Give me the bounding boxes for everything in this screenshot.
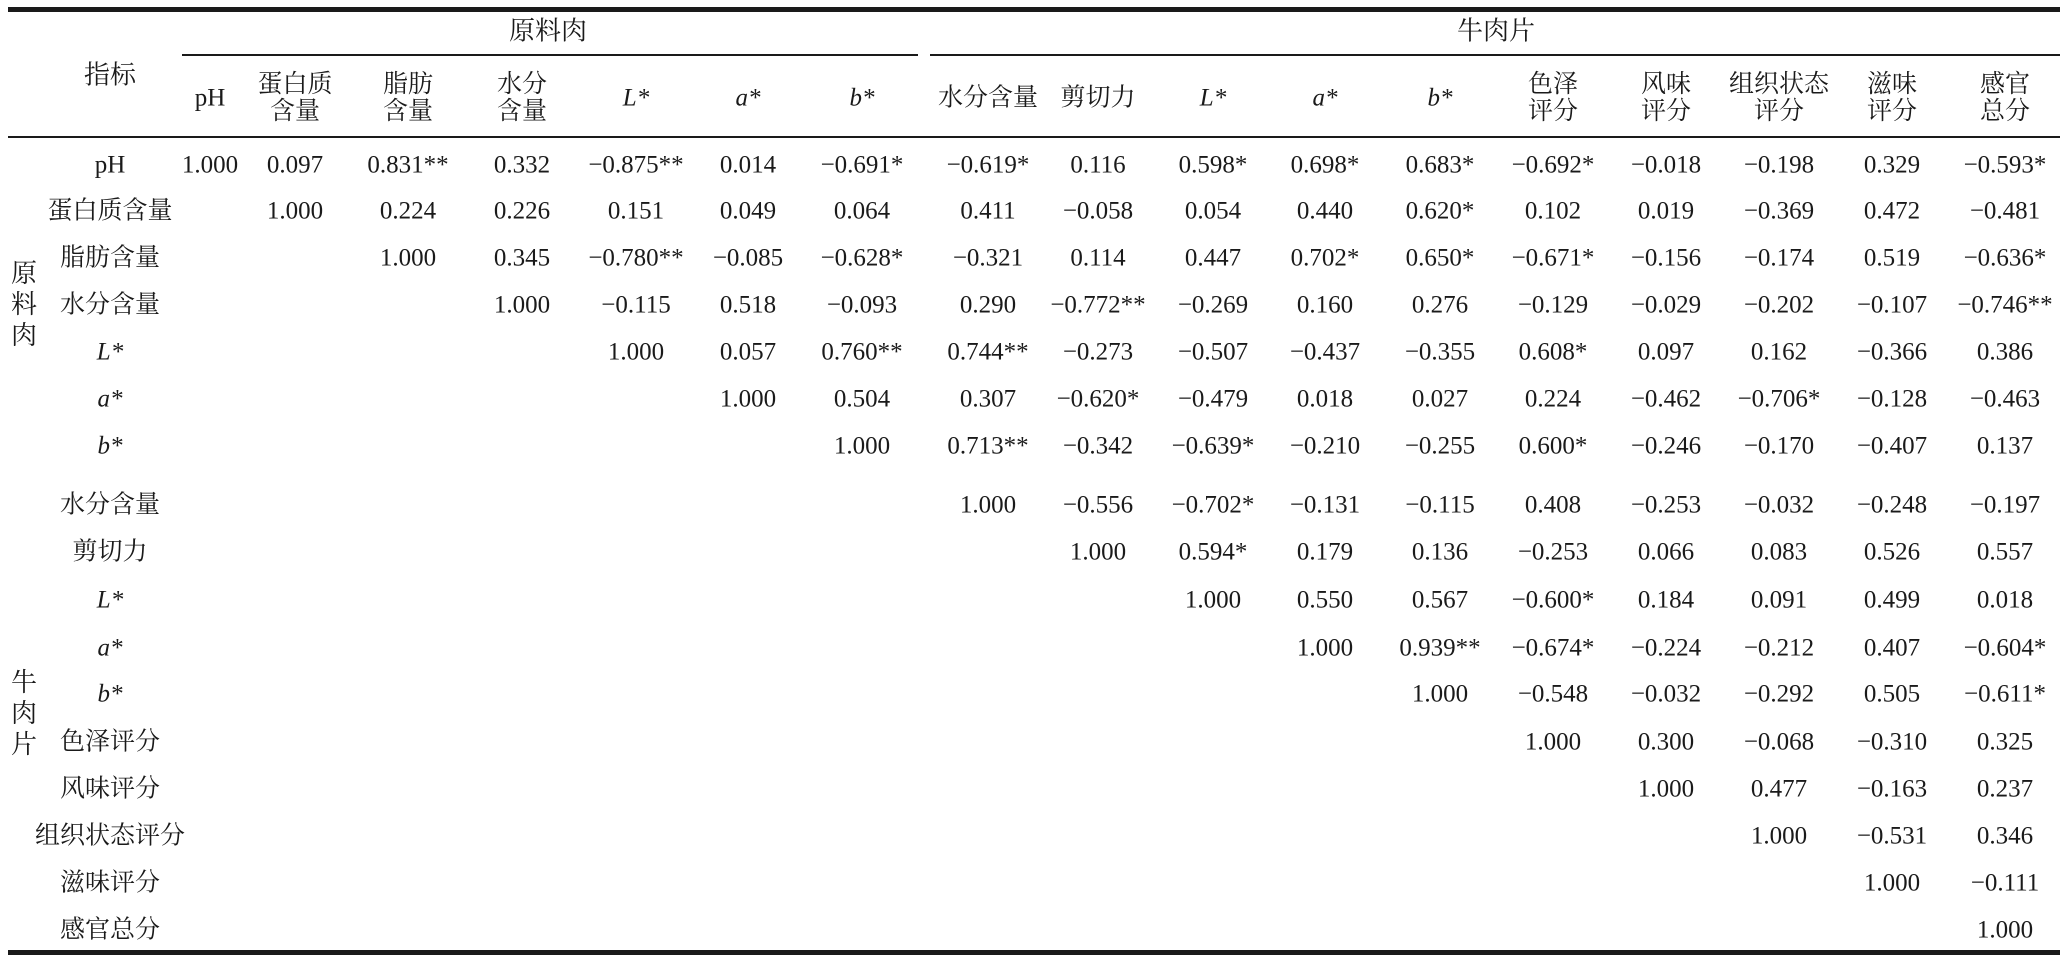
group-header-slice: 牛肉片 <box>1456 16 1536 46</box>
table-cell: 0.831** <box>367 151 449 179</box>
table-cell: 0.054 <box>1184 197 1242 225</box>
table-cell: −0.702* <box>1171 491 1255 519</box>
table-cell: 1.000 <box>959 491 1017 519</box>
column-header-line: a* <box>735 84 761 112</box>
table-cell: 0.184 <box>1637 586 1695 614</box>
table-cell: −0.604* <box>1963 634 2047 662</box>
table-cell: 0.332 <box>493 151 551 179</box>
table-cell: 0.083 <box>1750 538 1808 566</box>
table-cell: 0.504 <box>833 385 891 413</box>
column-header-line: 剪切力 <box>1060 84 1136 112</box>
table-cell: 0.014 <box>719 151 777 179</box>
table-cell: 1.000 <box>379 244 437 272</box>
table-cell: −0.479 <box>1177 385 1249 413</box>
column-header-raw-a <box>736 85 761 112</box>
row-group-char: 原 <box>10 259 38 289</box>
row-label: 感官总分 <box>59 916 161 944</box>
row-label: a* <box>97 385 123 413</box>
table-cell: 0.505 <box>1863 680 1921 708</box>
table-cell: 1.000 <box>1524 728 1582 756</box>
row-group-char: 料 <box>10 290 38 320</box>
table-cell: 1.000 <box>266 197 324 225</box>
column-header-texture <box>1729 71 1829 125</box>
table-cell: −0.107 <box>1856 291 1928 319</box>
table-cell: 0.018 <box>1976 586 2034 614</box>
table-cell: 0.472 <box>1863 197 1921 225</box>
column-header-line: 评分 <box>1753 98 1805 125</box>
table-cell: 1.000 <box>1069 538 1127 566</box>
column-header-line: b* <box>1427 84 1453 112</box>
row-label: 水分含量 <box>59 491 161 519</box>
table-cell: −0.780** <box>588 244 684 272</box>
table-cell: −0.671* <box>1511 244 1595 272</box>
table-cell: 0.598* <box>1178 151 1248 179</box>
table-cell: 0.447 <box>1184 244 1242 272</box>
table-cell: −0.342 <box>1062 432 1134 460</box>
row-label: 脂肪含量 <box>59 244 161 272</box>
table-cell: −0.115 <box>601 291 671 319</box>
table-cell: −0.772** <box>1050 291 1146 319</box>
table-cell: 0.066 <box>1637 538 1695 566</box>
row-group-char: 肉 <box>10 699 38 729</box>
table-cell: 0.698* <box>1290 151 1360 179</box>
table-cell: 0.567 <box>1411 586 1469 614</box>
table-cell: −0.032 <box>1743 491 1815 519</box>
table-cell: −0.032 <box>1630 680 1702 708</box>
table-cell: 1.000 <box>1184 586 1242 614</box>
table-cell: −0.058 <box>1062 197 1134 225</box>
column-header-line: 评分 <box>1640 98 1692 125</box>
table-cell: 1.000 <box>1976 916 2034 944</box>
row-label: 蛋白质含量 <box>47 197 173 225</box>
column-header-line: 评分 <box>1866 98 1918 125</box>
table-cell: 0.411 <box>960 197 1016 225</box>
table-cell: −0.018 <box>1630 151 1702 179</box>
table-cell: 0.557 <box>1976 538 2034 566</box>
table-cell: −0.163 <box>1856 775 1928 803</box>
table-cell: 0.329 <box>1863 151 1921 179</box>
row-label: 滋味评分 <box>59 869 161 897</box>
table-cell: 0.064 <box>833 197 891 225</box>
table-cell: 0.114 <box>1070 244 1126 272</box>
column-header-line: 水分 <box>496 71 548 98</box>
table-cell: 0.224 <box>379 197 437 225</box>
row-label: b* <box>97 432 123 460</box>
column-header-line: 风味 <box>1640 71 1692 98</box>
table-cell: 0.518 <box>719 291 777 319</box>
table-cell: 1.000 <box>607 338 665 366</box>
table-cell: −0.068 <box>1743 728 1815 756</box>
row-label: b* <box>97 680 123 708</box>
table-cell: 0.136 <box>1411 538 1469 566</box>
table-cell: 0.440 <box>1296 197 1354 225</box>
table-cell: −0.128 <box>1856 385 1928 413</box>
table-cell: −0.628* <box>820 244 904 272</box>
table-cell: 0.102 <box>1524 197 1582 225</box>
column-header-ph <box>195 85 226 112</box>
table-cell: −0.253 <box>1517 538 1589 566</box>
column-header-line: 含量 <box>382 98 434 125</box>
table-cell: −0.253 <box>1630 491 1702 519</box>
table-cell: −0.366 <box>1856 338 1928 366</box>
table-cell: −0.481 <box>1969 197 2041 225</box>
column-header-total <box>1980 71 2030 125</box>
table-cell: 1.000 <box>1411 680 1469 708</box>
table-cell: 0.683* <box>1405 151 1475 179</box>
table-cell: −0.156 <box>1630 244 1702 272</box>
row-label: 组织状态评分 <box>34 822 186 850</box>
table-cell: −0.248 <box>1856 491 1928 519</box>
table-cell: −0.129 <box>1517 291 1589 319</box>
table-cell: −0.131 <box>1289 491 1361 519</box>
table-cell: 1.000 <box>493 291 551 319</box>
table-cell: −0.437 <box>1289 338 1361 366</box>
group-underline-slice <box>930 54 2060 56</box>
row-group-label-raw <box>11 258 37 352</box>
table-cell: 0.608* <box>1518 338 1588 366</box>
table-cell: 1.000 <box>1637 775 1695 803</box>
column-header-s-moist <box>938 85 1038 112</box>
row-group-char: 肉 <box>10 321 38 351</box>
table-cell: 0.620* <box>1405 197 1475 225</box>
table-cell: −0.674* <box>1511 634 1595 662</box>
table-cell: −0.292 <box>1743 680 1815 708</box>
table-cell: 0.027 <box>1411 385 1469 413</box>
column-header-line: 滋味 <box>1866 71 1918 98</box>
table-cell: 0.224 <box>1524 385 1582 413</box>
table-cell: 0.407 <box>1863 634 1921 662</box>
row-label: 风味评分 <box>59 775 161 803</box>
row-label: pH <box>94 151 126 179</box>
table-cell: −0.746** <box>1957 291 2053 319</box>
table-cell: −0.273 <box>1062 338 1134 366</box>
table-cell: −0.246 <box>1630 432 1702 460</box>
table-cell: 0.519 <box>1863 244 1921 272</box>
row-label: 水分含量 <box>59 291 161 319</box>
table-cell: −0.029 <box>1630 291 1702 319</box>
column-header-moist <box>497 71 547 125</box>
table-cell: 0.116 <box>1070 151 1126 179</box>
table-cell: 0.760** <box>821 338 903 366</box>
row-label: a* <box>97 634 123 662</box>
column-header-line: 脂肪 <box>382 71 434 98</box>
header-bottom-rule <box>8 136 2060 138</box>
table-cell: 0.290 <box>959 291 1017 319</box>
table-cell: 0.300 <box>1637 728 1695 756</box>
column-header-line: b* <box>849 84 875 112</box>
table-cell: −0.085 <box>712 244 784 272</box>
table-cell: −0.111 <box>1970 869 2040 897</box>
table-cell: 0.137 <box>1976 432 2034 460</box>
column-header-raw-b <box>850 85 875 112</box>
table-cell: −0.507 <box>1177 338 1249 366</box>
table-cell: 0.550 <box>1296 586 1354 614</box>
table-cell: 0.345 <box>493 244 551 272</box>
column-header-taste <box>1867 71 1917 125</box>
table-cell: −0.355 <box>1404 338 1476 366</box>
table-cell: −0.407 <box>1856 432 1928 460</box>
table-cell: −0.321 <box>952 244 1024 272</box>
row-label: L* <box>96 586 124 614</box>
table-cell: 0.650* <box>1405 244 1475 272</box>
column-header-protein <box>257 71 332 125</box>
row-group-char: 片 <box>10 730 38 760</box>
table-cell: −0.198 <box>1743 151 1815 179</box>
table-cell: 0.151 <box>607 197 665 225</box>
table-cell: 0.307 <box>959 385 1017 413</box>
column-header-line: 感官 <box>1979 71 2031 98</box>
column-header-line: 组织状态 <box>1728 71 1830 98</box>
row-group-label-slice <box>11 667 37 761</box>
table-cell: 0.179 <box>1296 538 1354 566</box>
row-group-char: 牛 <box>10 668 38 698</box>
table-cell: −0.310 <box>1856 728 1928 756</box>
table-cell: −0.691* <box>820 151 904 179</box>
row-label: 色泽评分 <box>59 728 161 756</box>
table-cell: −0.115 <box>1405 491 1475 519</box>
table-cell: −0.556 <box>1062 491 1134 519</box>
row-label: 剪切力 <box>72 538 148 566</box>
table-cell: −0.170 <box>1743 432 1815 460</box>
table-cell: −0.202 <box>1743 291 1815 319</box>
table-cell: 0.237 <box>1976 775 2034 803</box>
column-header-line: 含量 <box>269 98 321 125</box>
table-cell: 1.000 <box>1296 634 1354 662</box>
table-cell: −0.369 <box>1743 197 1815 225</box>
table-cell: 0.477 <box>1750 775 1808 803</box>
column-header-line: a* <box>1312 84 1338 112</box>
table-cell: −0.593* <box>1963 151 2047 179</box>
table-cell: −0.174 <box>1743 244 1815 272</box>
column-header-line: L* <box>622 84 650 112</box>
table-cell: −0.531 <box>1856 822 1928 850</box>
table-cell: 0.499 <box>1863 586 1921 614</box>
column-header-line: 水分含量 <box>937 84 1039 112</box>
table-cell: 0.018 <box>1296 385 1354 413</box>
column-header-line: 含量 <box>496 98 548 125</box>
table-cell: 1.000 <box>1863 869 1921 897</box>
table-cell: 0.049 <box>719 197 777 225</box>
column-header-line: pH <box>194 84 226 112</box>
column-header-flavor <box>1641 71 1691 125</box>
table-cell: −0.255 <box>1404 432 1476 460</box>
table-cell: 0.346 <box>1976 822 2034 850</box>
table-cell: −0.619* <box>946 151 1030 179</box>
table-cell: 0.526 <box>1863 538 1921 566</box>
table-cell: 0.600* <box>1518 432 1588 460</box>
table-cell: 0.097 <box>266 151 324 179</box>
column-header-color <box>1528 71 1578 125</box>
table-cell: 0.057 <box>719 338 777 366</box>
table-cell: 0.408 <box>1524 491 1582 519</box>
column-header-raw-l <box>623 85 649 112</box>
column-header-s-l <box>1200 85 1226 112</box>
table-cell: 1.000 <box>181 151 239 179</box>
table-cell: −0.269 <box>1177 291 1249 319</box>
table-cell: 0.160 <box>1296 291 1354 319</box>
table-cell: 1.000 <box>719 385 777 413</box>
table-cell: 0.097 <box>1637 338 1695 366</box>
table-cell: 0.594* <box>1178 538 1248 566</box>
table-cell: 0.276 <box>1411 291 1469 319</box>
table-cell: 0.162 <box>1750 338 1808 366</box>
table-cell: −0.462 <box>1630 385 1702 413</box>
table-cell: −0.093 <box>826 291 898 319</box>
table-cell: 0.226 <box>493 197 551 225</box>
table-cell: −0.210 <box>1289 432 1361 460</box>
table-cell: 1.000 <box>833 432 891 460</box>
column-header-line: L* <box>1199 84 1227 112</box>
table-cell: 0.939** <box>1399 634 1481 662</box>
table-cell: 0.325 <box>1976 728 2034 756</box>
table-cell: −0.224 <box>1630 634 1702 662</box>
table-cell: −0.548 <box>1517 680 1589 708</box>
row-label: L* <box>96 338 124 366</box>
table-cell: −0.639* <box>1171 432 1255 460</box>
column-header-shear <box>1060 85 1135 112</box>
table-cell: −0.197 <box>1969 491 2041 519</box>
column-header-s-b <box>1428 85 1453 112</box>
top-rule <box>8 7 2060 12</box>
table-cell: −0.463 <box>1969 385 2041 413</box>
column-header-line: 总分 <box>1979 98 2031 125</box>
table-cell: 0.019 <box>1637 197 1695 225</box>
table-cell: −0.620* <box>1056 385 1140 413</box>
table-cell: 0.702* <box>1290 244 1360 272</box>
table-cell: −0.636* <box>1963 244 2047 272</box>
column-header-line: 色泽 <box>1527 71 1579 98</box>
table-cell: 0.744** <box>947 338 1029 366</box>
table-cell: −0.611* <box>1964 680 2046 708</box>
table-cell: 0.386 <box>1976 338 2034 366</box>
table-cell: −0.706* <box>1737 385 1821 413</box>
table-cell: −0.600* <box>1511 586 1595 614</box>
index-header: 指标 <box>83 60 137 90</box>
table-cell: 0.713** <box>947 432 1029 460</box>
column-header-line: 评分 <box>1527 98 1579 125</box>
bottom-rule <box>8 950 2060 955</box>
group-header-raw: 原料肉 <box>508 16 588 46</box>
table-cell: −0.875** <box>588 151 684 179</box>
table-cell: −0.212 <box>1743 634 1815 662</box>
group-underline-raw <box>182 54 918 56</box>
table-cell: 0.091 <box>1750 586 1808 614</box>
column-header-fat <box>383 71 433 125</box>
column-header-line: 蛋白质 <box>257 71 333 98</box>
table-cell: −0.692* <box>1511 151 1595 179</box>
column-header-s-a <box>1313 85 1338 112</box>
table-cell: 1.000 <box>1750 822 1808 850</box>
